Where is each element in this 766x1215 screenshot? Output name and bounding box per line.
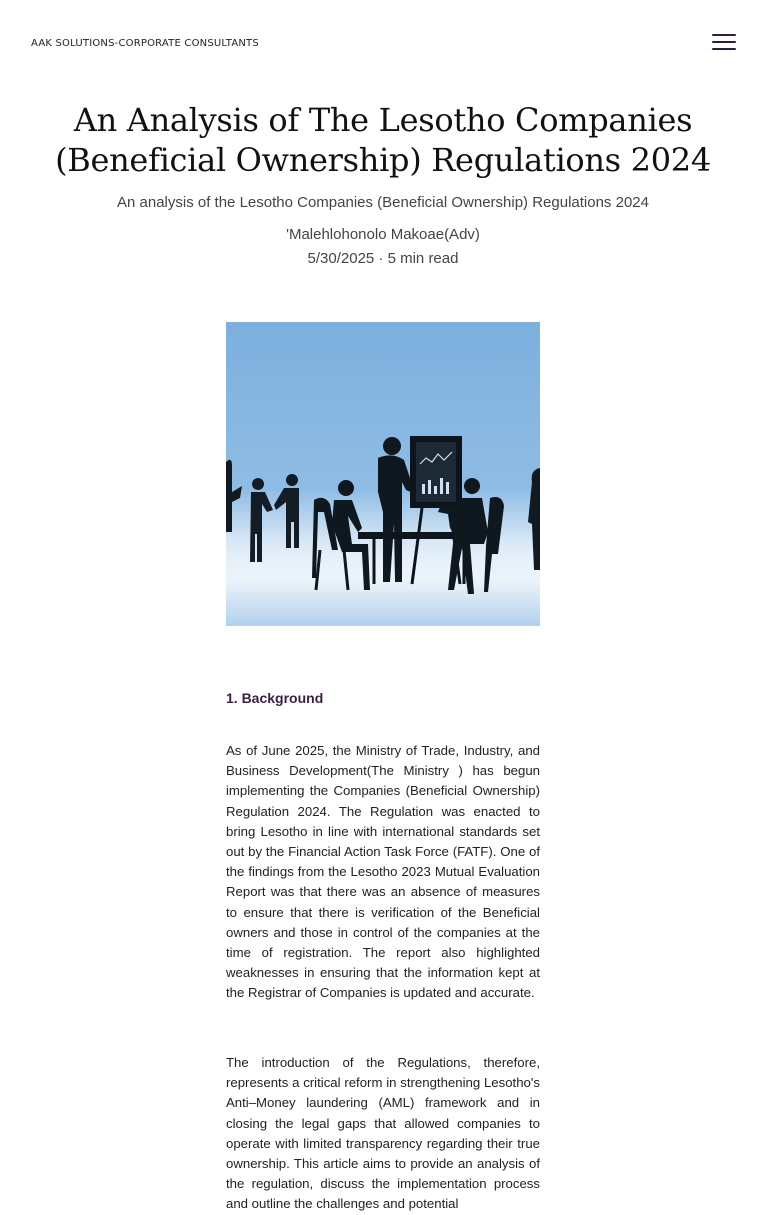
site-header	[0, 0, 766, 86]
site-brand[interactable]: AAK SOLUTIONS-CORPORATE CONSULTANTS	[31, 38, 259, 49]
article-date-readtime: 5/30/2025 · 5 min read	[307, 250, 459, 267]
menu-line	[712, 48, 736, 50]
article-author: 'Malehlohonolo Makoae(Adv)	[286, 226, 480, 243]
article-subtitle: An analysis of the Lesotho Companies (Beneficial Ownership) Regulations 2024	[117, 194, 649, 211]
menu-line	[712, 34, 736, 36]
hamburger-menu-icon[interactable]	[710, 31, 738, 53]
article-title: An Analysis of The Lesotho Companies (Beneficial Ownership) Regulations 2024	[55, 101, 711, 179]
article-paragraph: The introduction of the Regulations, therefore, represents a critical reform in strengthening Lesotho's Anti–Money laundering (AML) framework and in closing the legal gaps that allowed companies to operate with limited transparency regarding their true ownership. This article aims to provide an analysis of the regulation, discuss the implementation process and outline the challenges and potential	[226, 1055, 540, 1212]
menu-line	[712, 41, 736, 43]
section-heading: 1. Background	[226, 690, 324, 706]
article-hero-image	[226, 322, 540, 626]
business-meeting-silhouette-illustration	[226, 322, 540, 626]
article-paragraph: As of June 2025, the Ministry of Trade, Industry, and Business Development(The Ministry ) has begun implementing the Companies (Beneficial Ownership) Regulation 2024. The Regulation was enacted to bring Lesotho in line with international standards set out by the Financial Action Task Force (FATF). One of the findings from the Lesotho 2023 Mutual Evaluation Report was that there was an absence of measures to ensure that there is verification of the Beneficial owners and those in control of the companies at the time of registration. The report also highlighted weaknesses in ensuring that the information kept at the Registrar of Companies is updated and accurate.	[226, 743, 540, 1001]
